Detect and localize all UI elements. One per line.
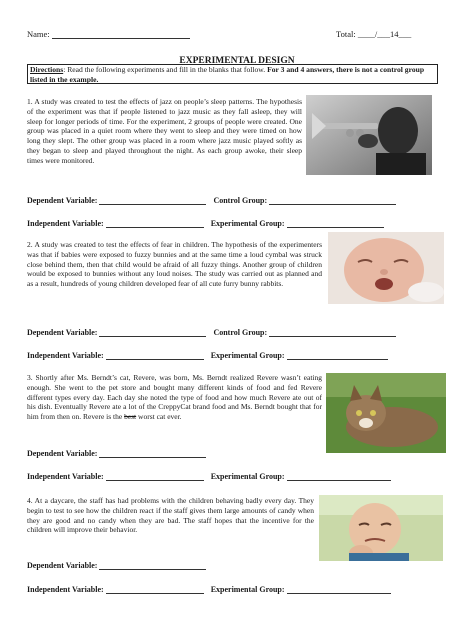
total-row — [336, 29, 411, 39]
ex3-independent-label: Independent Variable: — [27, 472, 104, 481]
ex3-text-after: worst cat ever. — [136, 412, 182, 422]
ex1-control-label: Control Group: — [213, 196, 268, 205]
ex1-independent-label: Independent Variable: — [27, 219, 104, 228]
experiment-1-text: 1. A study was created to test the effects of jazz on people’s sleep patterns. The hypothesis of the experiment was that if people listened to jazz music as they fall asleep, they will sleep for longer periods of time. For the experiment, 2 groups of people were created. One group was placed in a quiet room where they went to sleep and they were timed on how long they slept. The other group was placed in a room where jazz music played softly as they began to sleep and played throughout the night. As each group awoke, their sleep times were monitored. — [27, 97, 302, 165]
ex3-struck-word: best — [124, 412, 137, 422]
ex4-independent-row — [27, 585, 391, 594]
ex3-experimental-label: Experimental Group: — [210, 472, 285, 481]
ex2-experimental-field[interactable] — [287, 351, 388, 360]
ex1-experimental-field[interactable] — [287, 219, 384, 228]
directions-text: : Read the following experiments and fill in the blanks that follow. — [63, 65, 266, 74]
ex1-dependent-row — [27, 196, 396, 205]
ex1-dependent-field[interactable] — [99, 196, 206, 205]
directions-label: Directions — [30, 65, 64, 74]
ex2-control-field[interactable] — [269, 328, 396, 337]
ex3-independent-field[interactable] — [106, 472, 204, 481]
ex2-dependent-label: Dependent Variable: — [27, 328, 98, 337]
crying-baby-photo — [328, 232, 444, 304]
experiment-3-text — [27, 373, 322, 422]
ex1-control-field[interactable] — [269, 196, 396, 205]
name-label: Name: — [27, 29, 50, 39]
experiment-2-text: 2. A study was created to test the effects of fear in children. The hypothesis of the experimenters was that if babies were exposed to fuzzy bunnies and at the same time a loud cymbal was struck close behind them, then that child would be afraid of all fuzzy things. Another group of children would be exposed to bunnies without any loud noises. The study was carried out as planned and as a result, hundreds of young children developed fear of all cute furry bunny rabbits. — [27, 240, 322, 289]
total-label: Total: — [336, 29, 356, 39]
ex4-dependent-field[interactable] — [99, 561, 206, 570]
ex2-independent-label: Independent Variable: — [27, 351, 104, 360]
ex4-independent-field[interactable] — [106, 585, 204, 594]
name-row — [27, 29, 190, 39]
ex4-independent-label: Independent Variable: — [27, 585, 104, 594]
ex3-dependent-row — [27, 449, 206, 458]
ex3-experimental-field[interactable] — [287, 472, 391, 481]
ex4-experimental-field[interactable] — [287, 585, 391, 594]
ex2-dependent-field[interactable] — [99, 328, 206, 337]
name-field[interactable] — [52, 30, 190, 39]
ex4-experimental-label: Experimental Group: — [210, 585, 285, 594]
ex2-independent-row — [27, 351, 388, 360]
ex4-dependent-label: Dependent Variable: — [27, 561, 98, 570]
ex3-independent-row — [27, 472, 391, 481]
ex1-independent-field[interactable] — [106, 219, 204, 228]
ex1-independent-row — [27, 219, 384, 228]
ex1-dependent-label: Dependent Variable: — [27, 196, 98, 205]
page-title: EXPERIMENTAL DESIGN — [179, 56, 295, 66]
directions-box — [27, 64, 438, 84]
ex3-dependent-label: Dependent Variable: — [27, 449, 98, 458]
directions-bold-text: For 3 and 4 answers, there is not a control group listed in the example. — [30, 65, 425, 84]
total-value: ____/___14___ — [357, 29, 412, 39]
experiment-4-text: 4. At a daycare, the staff has had problems with the children behaving badly every day. They begin to test to see how the children react if the staff gives them large amounts of candy when they are good and no candy when they are bad. The staff hopes that the incentive for the children will improve their behavior. — [27, 496, 314, 535]
ex2-experimental-label: Experimental Group: — [210, 351, 285, 360]
ex4-dependent-row — [27, 561, 206, 570]
ex2-dependent-row — [27, 328, 396, 337]
ex2-independent-field[interactable] — [106, 351, 204, 360]
ex1-experimental-label: Experimental Group: — [210, 219, 285, 228]
cat-photo — [326, 373, 446, 453]
ex2-control-label: Control Group: — [213, 328, 268, 337]
ex3-dependent-field[interactable] — [99, 449, 206, 458]
trumpet-player-photo — [306, 95, 432, 175]
ex3-text-before: 3. Shortly after Ms. Berndt’s cat, Revere, was born, Ms. Berndt realized Revere wasn’t eating enough. She went to the pet store and bought many different kinds of food and fed Revere different types every day. Each day she noted the type of food and how much Revere ate out of his dish. Eventually Revere ate a lot of the CreppyCat brand food and Ms. Berndt bought that for him from then on. Revere is the — [27, 373, 322, 422]
success-kid-photo — [319, 495, 443, 561]
